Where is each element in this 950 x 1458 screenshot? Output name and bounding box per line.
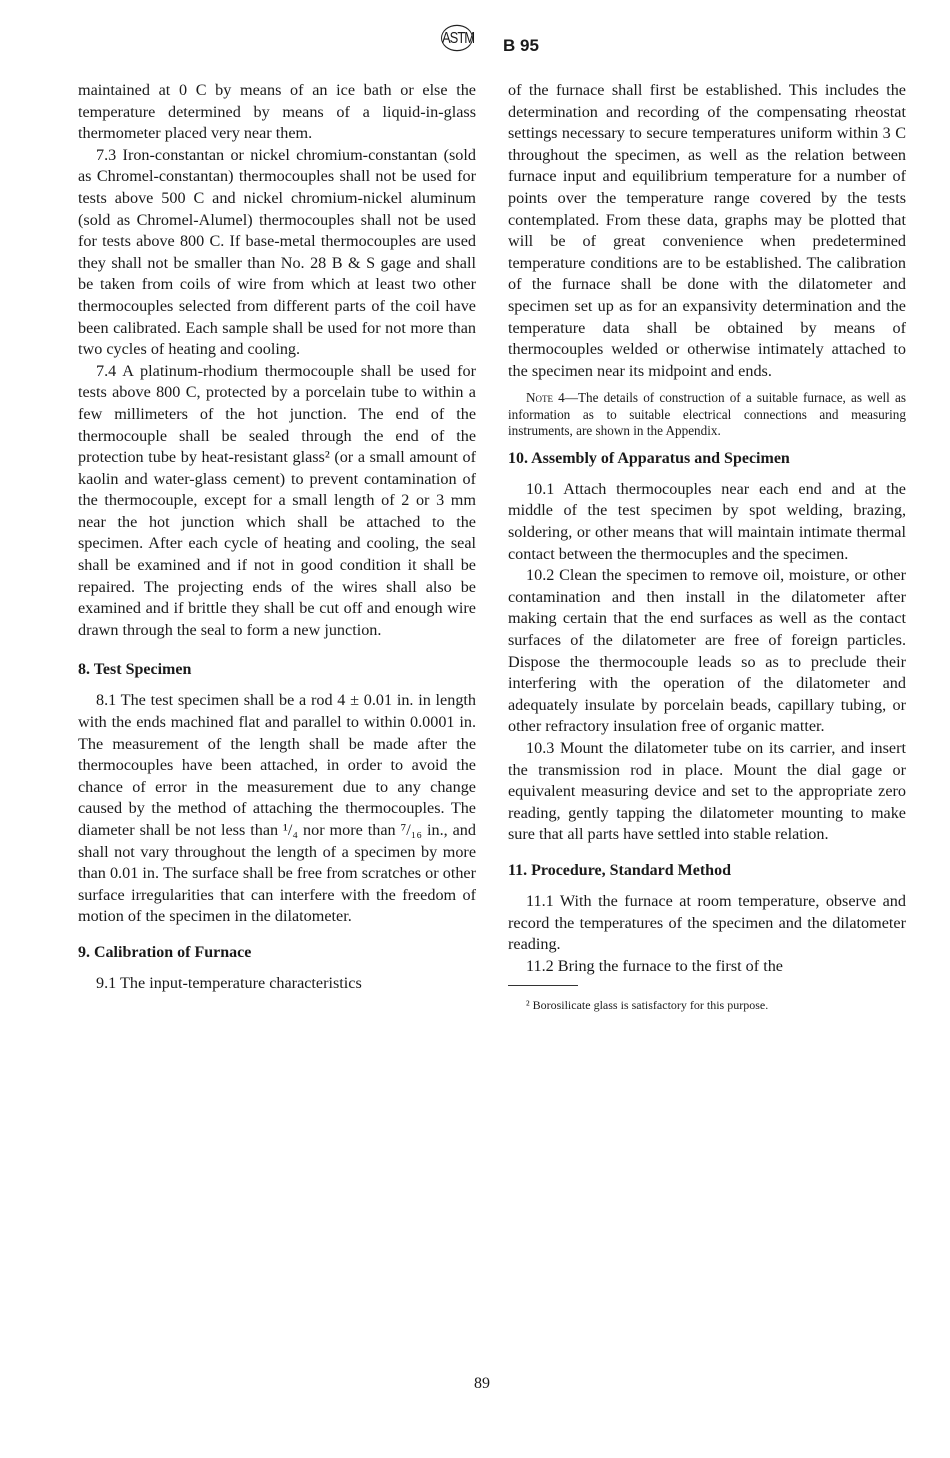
paragraph-7-4: 7.4 A platinum-rhodium thermocouple shall be used for tests above 800 C, protected by a porcelain tube to within a few millimeters of the hot junction. The end of the thermocouple shall be sealed through the end of the protection tube by heat-resistant glass² (or a small amount of kaolin and water-glass cement) to prevent contamination of the thermocouple, except for a small length of 2 or 3 mm near the hot junction which shall be attached to the specimen. After each cycle of heating and cooling, the seal shall be examined and if not in good condition it shall be repaired. The projecting ends of the wires shall also be examined and if brittle they shall be cut off and enough wire drawn through the seal to form a new junction.: [78, 361, 476, 639]
paragraph-11-1: 11.1 With the furnace at room temperature, observe and record the temperatures of the specimen and the dilatometer reading.: [508, 891, 906, 954]
section-heading-8: 8. Test Specimen: [78, 661, 192, 679]
left-column: [78, 80, 476, 995]
page-number: 89: [474, 1375, 490, 1392]
standard-code: B 95: [503, 36, 539, 55]
footnote: ² Borosilicate glass is satisfactory for this purpose.: [526, 998, 769, 1013]
paragraph-10-2: 10.2 Clean the specimen to remove oil, moisture, or other contamination and then install in the dilatometer after making certain that the end surfaces as well as the contact surfaces of the dilatometer are free of foreign particles. Dispose the thermocouple leads so as to preclude their interfering with the operation of the dilatometer and adequately insulate by porcelain beads, capillary tubing, or other refractory insulation free of organic matter.: [508, 566, 906, 736]
paragraph: of the furnace shall first be established. This includes the determination and recording of the compensating rheostat settings necessary to secure temperatures uniform within 3 C throughout the specimen, as well as the relation between furnace input and equilibrium temperature for a number of points over the temperature range covered by the tests contemplated. From these data, graphs may be plotted that will be of great convenience when predetermined temperature conditions are to be established. The calibration of the furnace shall be done with the dilatometer and specimen set up as for an expansivity determination and the temperature data shall be obtained by means of thermocouples welded or otherwise intimately attached to the specimen near its midpoint and ends.: [508, 81, 906, 380]
note-label: Note 4: [526, 390, 565, 406]
paragraph: maintained at 0 C by means of an ice bath or else the temperature determined by means of a liquid-in-glass thermometer placed very near them.: [78, 81, 476, 143]
right-column: [508, 80, 906, 1013]
section-heading-11: 11. Procedure, Standard Method: [508, 861, 731, 879]
paragraph-8-1: 8.1 The test specimen shall be a rod 4 ± 0.01 in. in length with the ends machined flat and parallel to within 0.0001 in. The measurement of the length shall be made after the thermocouples have been attached, in order to avoid the chance of error in the measurement due to any change caused by the method of attaching the thermocouples. The diameter shall be not less than ¹/₄ nor more than ⁷/₁₆ in., and shall not vary throughout the length of a specimen by more than 0.01 in. The surface shall be free from scratches or other surface irregularities that can interfere with the freedom of motion of the specimen in the dilatometer.: [78, 691, 476, 926]
astm-logo: ASTM: [441, 25, 473, 51]
paragraph-10-3: 10.3 Mount the dilatometer tube on its carrier, and insert the transmission rod in place. Mount the dial gage or equivalent measuring device and set to the appropriate zero reading, gently tapping the dilatometer mounting to make sure that all parts have settled into stable relation.: [508, 738, 906, 844]
section-heading-9: 9. Calibration of Furnace: [78, 943, 252, 961]
footnote-divider: [508, 985, 578, 986]
paragraph-11-2: 11.2 Bring the furnace to the first of the: [526, 956, 783, 975]
section-heading-10: 10. Assembly of Apparatus and Specimen: [508, 449, 790, 467]
note-4: [508, 390, 906, 440]
paragraph-9-1: 9.1 The input-temperature characteristics: [96, 973, 362, 992]
paragraph-7-3: 7.3 Iron-constantan or nickel chromium-constantan (sold as Chromel-constantan) thermocouples shall not be used for tests above 500 C and nickel chromium-nickel aluminum (sold as Chromel-Alumel) thermocouples shall not be used for tests above 800 C. If base-metal thermocouples are used they shall not be smaller than No. 28 B & S gage and shall be taken from coils of wire from which at least two other thermocouples selected from different parts of the coil have been calibrated. Each sample shall be used for not more than two cycles of heating and cooling.: [78, 145, 476, 359]
paragraph-10-1: 10.1 Attach thermocouples near each end and at the middle of the test specimen by spot welding, brazing, soldering, or other means that will maintain intimate thermal contact between the thermocuples and the specimen.: [508, 479, 906, 563]
note-text: —The details of construction of a suitable furnace, as well as information as to suitable electrical connections and measuring instruments, are shown in the Appendix.: [508, 390, 906, 439]
